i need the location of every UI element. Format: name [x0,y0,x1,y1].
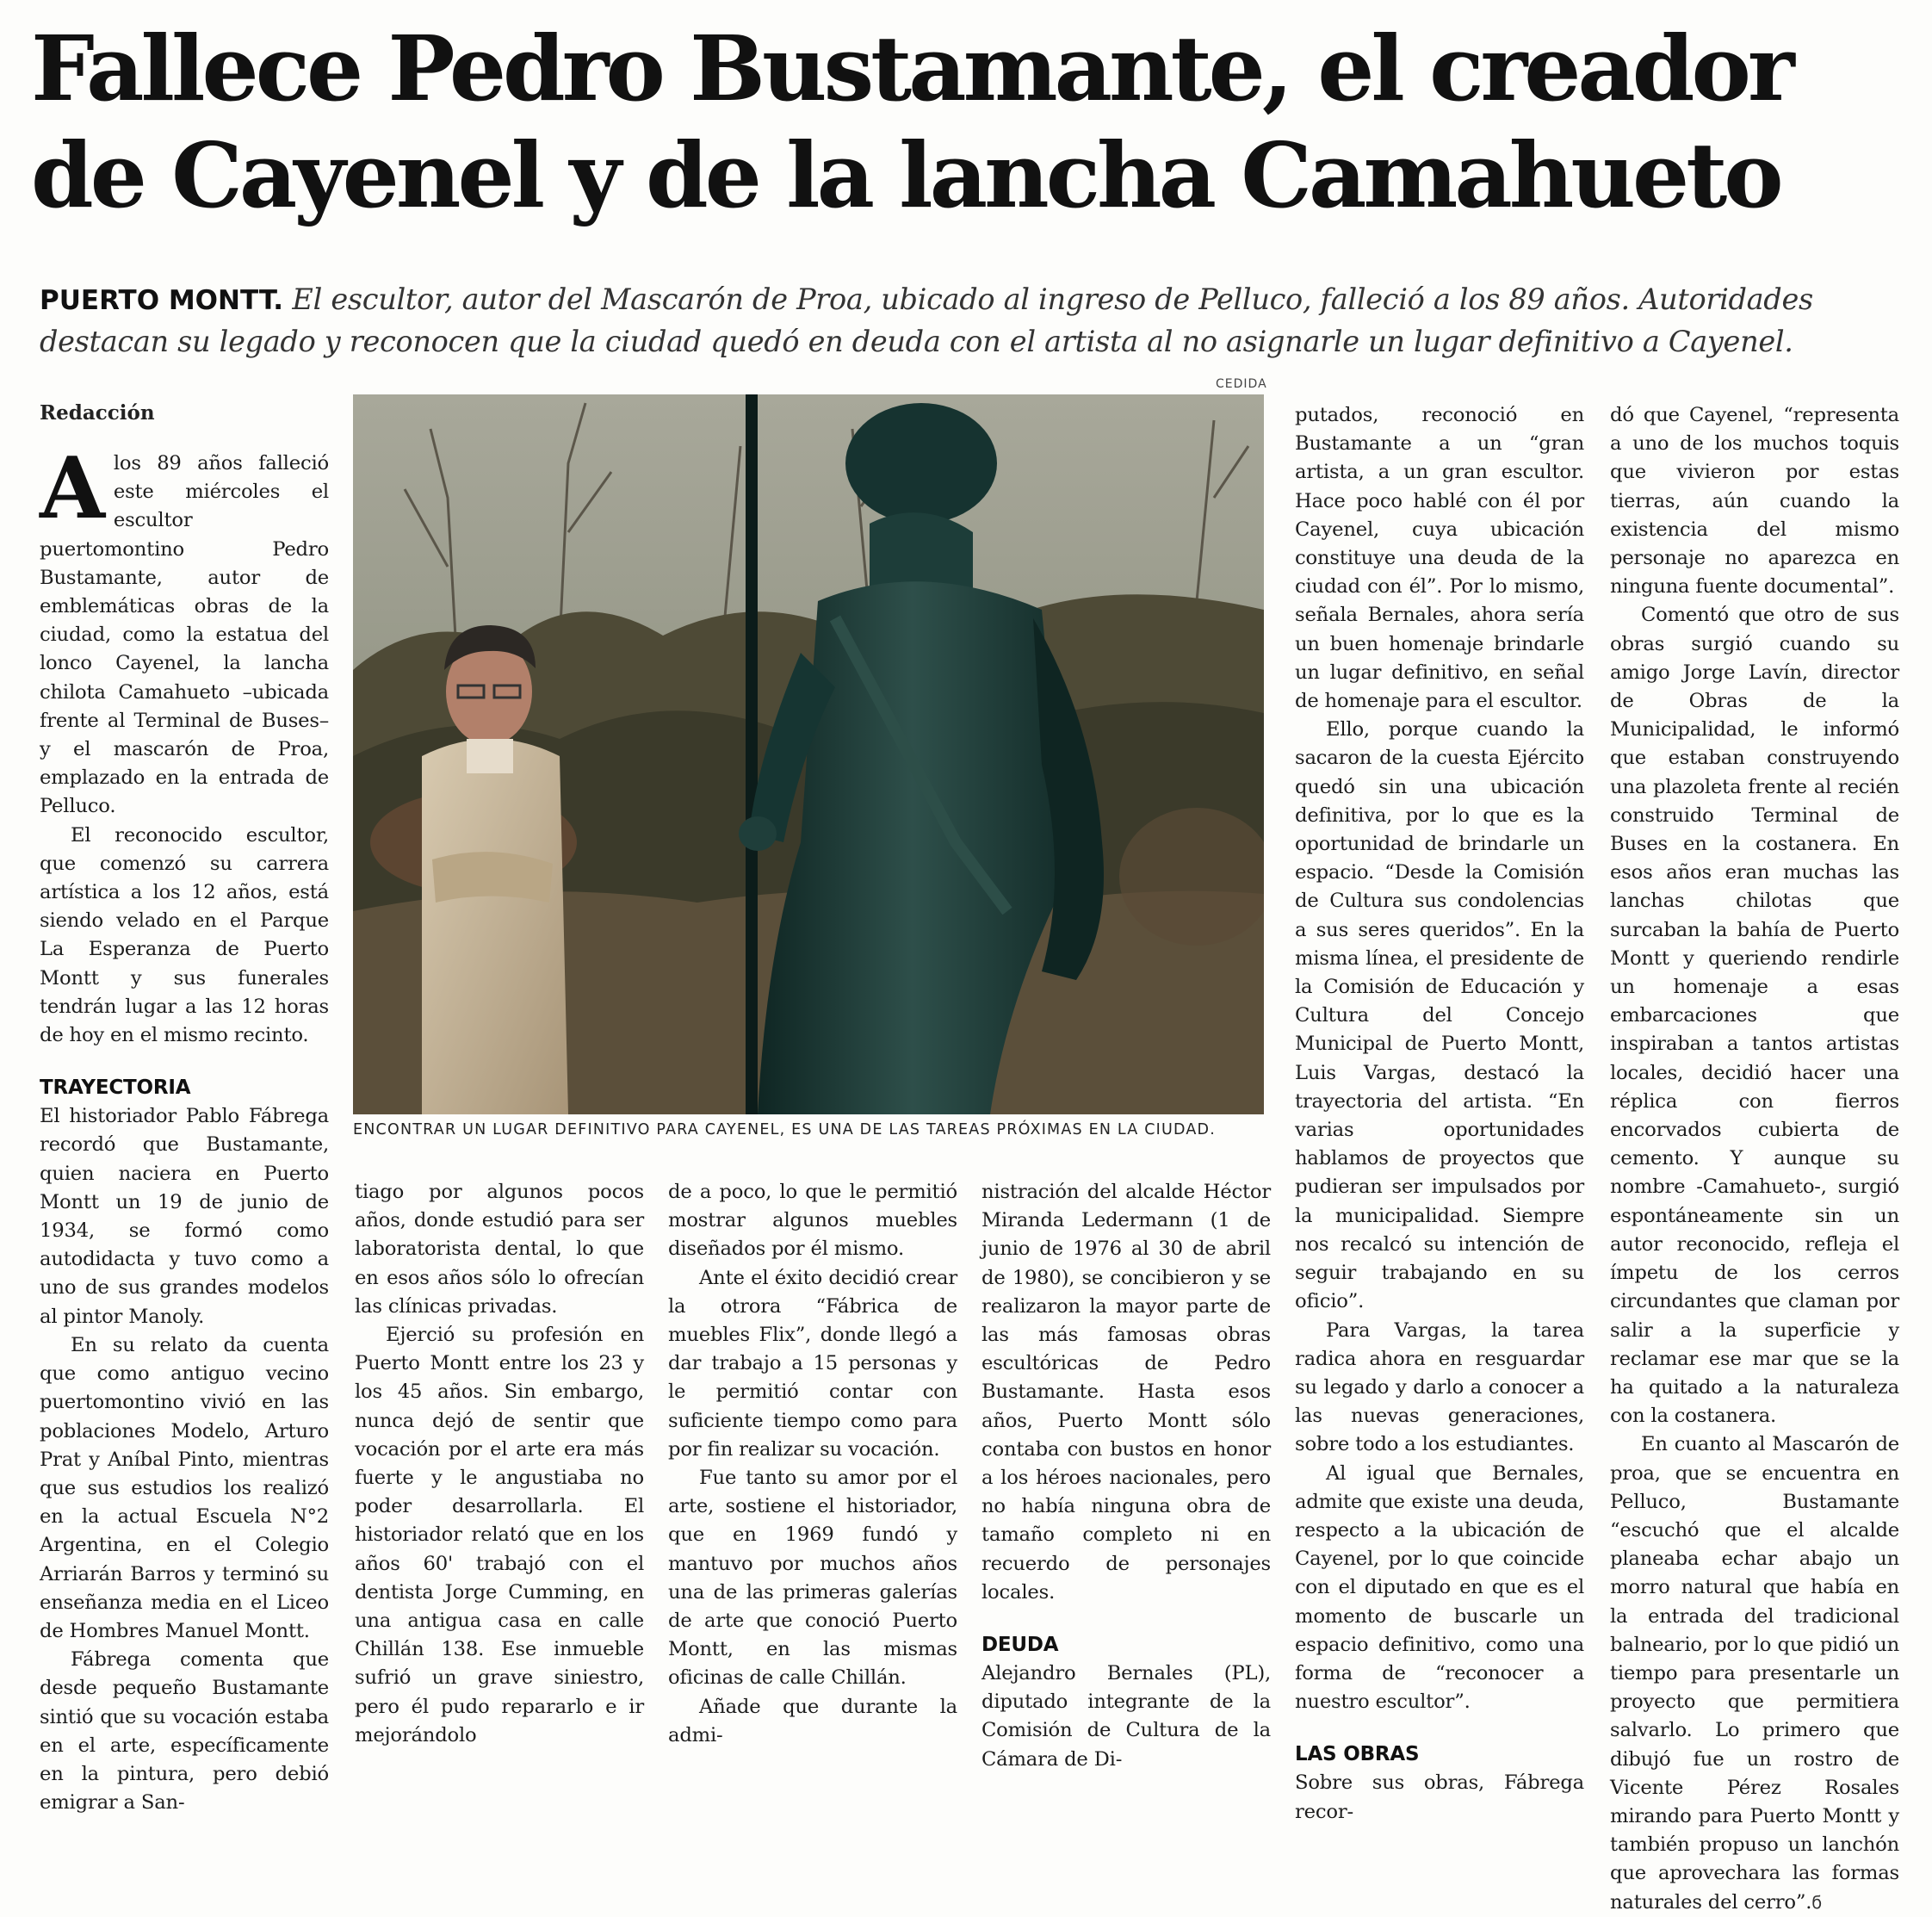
paragraph: El reconocido escultor, que comenzó su carrera artística a los 12 años, está siendo velado en el Parque La Esperanza de Puerto Montt y sus funerales tendrán lugar a las 12 horas de hoy en el mismo recinto. [40,823,329,1047]
paragraph: nistración del alcalde Héctor Miranda Ledermann (1 de junio de 1976 al 30 de abril de 1980), se concibieron y se realizaron la mayor parte de las más famosas obras escultóricas de Pedro Bustamante. Hasta esos años, Puerto Montt sólo contaba con bustos en honor a los héroes nacionales, pero no había ninguna obra de tamaño completo ni en recuerdo de personajes locales. [981,1181,1271,1604]
article-column-3 [668,1178,957,1750]
dateline-location: PUERTO MONTT. [40,285,284,316]
paragraph: putados, reconoció en Bustamante a un “gran artista, a un gran escultor. Hace poco hablé con él por Cayenel, cuya ubicación constituye una deuda de la ciudad con él”. Por lo mismo, señala Bernales, ahora sería un buen homenaje brindarle un lugar definitivo, en señal de homenaje para el escultor. [1295,404,1584,713]
paragraph-text: En cuanto al Mascarón de proa, que se encuentra en Pelluco, Bustamante “escuchó que el alcalde planeaba echar abajo un morro natural que había en la entrada del tradicional balneario, por lo que pidió un tiempo para presentarle un proyecto que permitiera salvarlo. Lo primero que dibujó fue un rostro de Vicente Pérez Rosales mirando para Puerto Montt y también propuso un lanchón que aprovechara las formas naturales del cerro”. [1610,1433,1899,1914]
paragraph: Comentó que otro de sus obras surgió cuando su amigo Jorge Lavín, director de Obras de la Municipalidad, le informó que estaban construyendo una plazoleta frente al recién construido Terminal de Buses en la costanera. En esos años eran muchas las lanchas chilotas que surcaban la bahía de Puerto Montt y queriendo rendirle un homenaje a esas embarcaciones que inspiraban a tantos artistas locales, decidió hacer una réplica con fierros encorvados cubierta de cemento. Y aunque su nombre -Camahueto-, surgió espontáneamente sin un autor reconocido, refleja el ímpetu de los cerros circundantes que claman por salir a la superficie y reclamar ese mar que se la ha quitado a la naturaleza con la costanera. [1610,604,1899,1428]
paragraph: dó que Cayenel, “representa a uno de los muchos toquis que vivieron por estas tierras, aún cuando la existencia del mismo personaje no aparezca en ninguna fuente documental”. [1610,404,1899,599]
article-column-1 [40,439,329,1817]
photo-credit: CEDIDA [1216,377,1267,391]
paragraph: Para Vargas, la tarea radica ahora en resguardar su legado y darlo a conocer a las nuevas generaciones, sobre todo a los estudiantes. [1295,1318,1584,1456]
paragraph: El historiador Pablo Fábrega recordó que Bustamante, quien naciera en Puerto Montt un 19 de junio de 1934, se formó como autodidacta y tuvo como a uno de sus grandes modelos al pintor Manoly. [40,1105,329,1328]
paragraph: tiago por algunos pocos años, donde estudió para ser laboratorista dental, lo que en esos años sólo lo ofrecían las clínicas privadas. [355,1181,644,1318]
paragraph-text: los 89 años falleció este miércoles el escultor puertomontino Pedro Bustamante, autor de emblemáticas obras de la ciudad, como la estatua del lonco Cayenel, la lancha chilota Camahueto –ubicada frente al Terminal de Buses– y el mascarón de Proa, emplazado en la entrada de Pelluco. [40,452,329,818]
paragraph: Añade que durante la admi- [668,1695,957,1746]
paragraph: Ejerció su profesión en Puerto Montt entre los 23 y los 45 años. Sin embargo, nunca dejó de sentir que vocación por el arte era más fuerte y le angustiaba no poder desarrollarla. El historiador relató que en los años 60' trabajó con el dentista Jorge Cumming, en una antigua casa en calle Chillán 138. Ese inmueble sufrió un grave siniestro, pero él pudo repararlo e ir mejorándolo [355,1324,644,1746]
paragraph: Al igual que Bernales, admite que existe una deuda, respecto a la ubicación de Cayenel, por lo que coincide con el diputado en que es el momento de buscarle un espacio definitivo, como una forma de “reconocer a nuestro escultor”. [1295,1461,1584,1714]
paragraph: Fue tanto su amor por el arte, sostiene el historiador, que en 1969 fundó y mantuvo por muchos años una de las primeras galerías de arte que conoció Puerto Montt, en las mismas oficinas de calle Chillán. [668,1467,957,1690]
article-column-4 [981,1178,1271,1774]
paragraph: Fábrega comenta que desde pequeño Bustamante sintió que su vocación estaba en el arte, específicamente en la pintura, pero debió emigrar a San- [40,1648,329,1815]
article-column-2 [355,1178,644,1750]
article-photo [353,394,1264,1114]
paragraph: Ante el éxito decidió crear la otrora “Fábrica de muebles Flix”, donde llegó a dar trabajo a 15 personas y le permitió contar con suficiente tiempo como para por fin realizar su vocación. [668,1266,957,1461]
paragraph: En su relato da cuenta que como antiguo vecino puertomontino vivió en las poblaciones Modelo, Arturo Prat y Aníbal Pinto, mientras que sus estudios los realizó en la actual Escuela N°2 Argentina, en el Colegio Arriarán Barros y terminó su enseñanza media en el Liceo de Hombres Manuel Montt. [40,1333,329,1642]
end-mark-icon: ϭ [1811,1891,1823,1913]
article-column-6 [1610,401,1899,1917]
photo-caption: ENCONTRAR UN LUGAR DEFINITIVO PARA CAYENEL, ES UNA DE LAS TAREAS PRÓXIMAS EN LA CIUDAD. [353,1121,1216,1138]
subheading-trayectoria: TRAYECTORIA [40,1076,191,1100]
article-column-5 [1295,401,1584,1827]
paragraph: de a poco, lo que le permitió mostrar algunos muebles diseñados por él mismo. [668,1181,957,1261]
headline: Fallece Pedro Bustamante, el creador de Cayenel y de la lancha Camahueto [31,16,1792,228]
paragraph: Alejandro Bernales (PL), diputado integrante de la Comisión de Cultura de la Cámara de Di- [981,1662,1271,1771]
drop-cap: A [40,439,105,538]
subheading-deuda: DEUDA [981,1634,1059,1657]
paragraph [1610,1430,1899,1916]
paragraph [40,439,329,822]
lead-text: El escultor, autor del Mascarón de Proa, ubicado al ingreso de Pelluco, falleció a los 89 años. Autoridades destacan su legado y reconocen que la ciudad quedó en deuda con el artista al no asignarle un lugar definitivo a Cayenel. [40,282,1813,358]
lead-paragraph [40,279,1908,363]
subheading-las-obras: LAS OBRAS [1295,1743,1420,1766]
paragraph: Sobre sus obras, Fábrega recor- [1295,1771,1584,1823]
paragraph: Ello, porque cuando la sacaron de la cuesta Ejército quedó sin una ubicación definitiva, por lo que es la oportunidad de brindarle un espacio. “Desde la Comisión de Cultura sus condolencias a sus seres queridos”. En la misma línea, el presidente de la Comisión de Educación y Cultura del Concejo Municipal de Puerto Montt, Luis Vargas, destacó la trayectoria del artista. “En varias oportunidades hablamos de proyectos que pudieran ser impulsados por la municipalidad. Siempre nos recalcó su intención de seguir trabajando en su oficio”. [1295,718,1584,1313]
byline: Redacción [40,401,155,425]
